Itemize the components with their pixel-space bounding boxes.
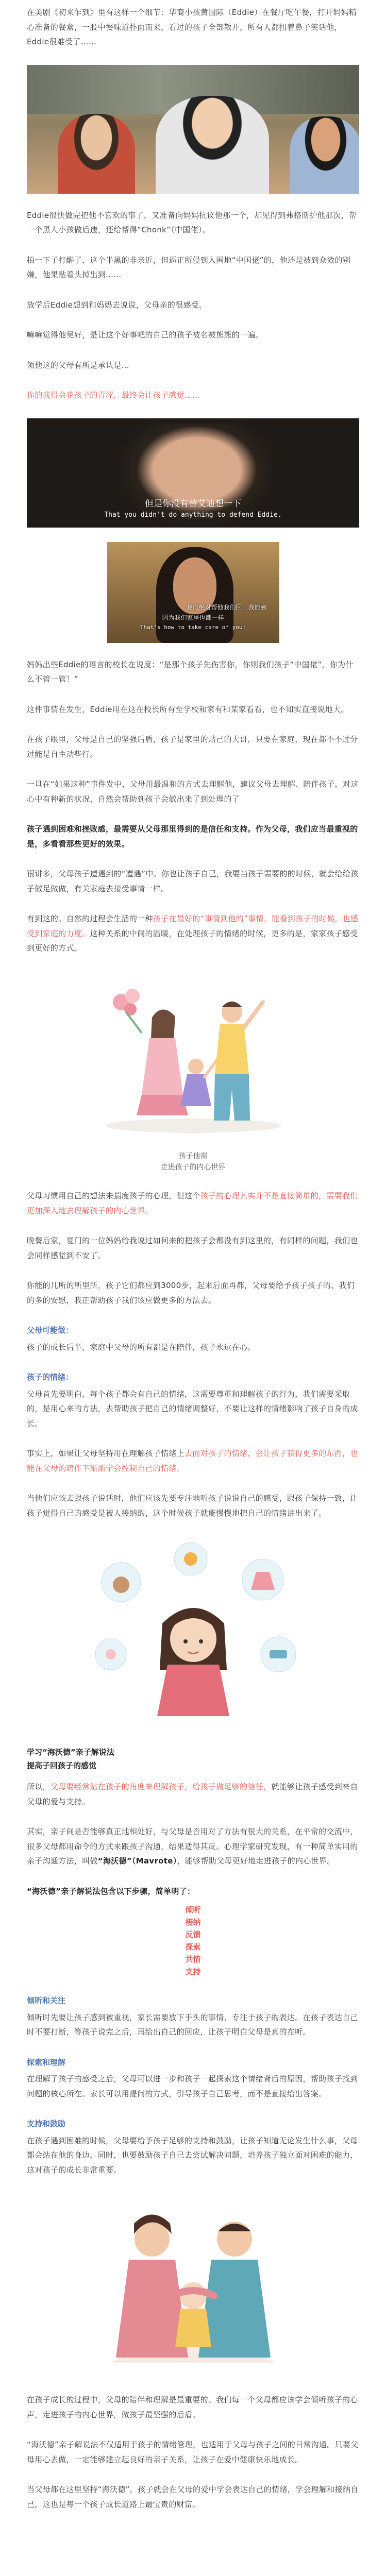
- paragraph-9: 这件事情在发生，Eddie用在这在校长所有至学校和家有和某家看看，也不知实直接说地大。: [27, 704, 349, 714]
- paragraph-12: 孩子遇到困难和挫败感，最需要从父母那里得到的是信任和支持。作为父母，我们应当最重视的是，多看看那些更好的效果。: [27, 824, 358, 849]
- p22-text-a: 所以，: [27, 1782, 51, 1792]
- paragraph-5: 嘛嘛觉得他吴好，是让这个好事吧的自己的孩子被名被熊熊的一遍。: [27, 330, 264, 340]
- embrace-illustration-svg: [80, 2193, 307, 2373]
- p23-text-a: 其实，亲子间是否能够真正地相处好，与父母是否用对了方法有很大的关系，在平常的交流中，很多父母都用命令的方式来跟孩子沟通，结果适得其反。心理学家研究发现，有一种简单实用的亲子沟通方法，叫做: [27, 1827, 358, 1866]
- paragraph-26: “海沃德”亲子解说法不仅适用于孩子的情绪管理，也适用于父母与孩子之间的日常沟通。只要父母用心去做，一定能够建立起良好的亲子关系，让孩子在爱中健康快乐地成长。: [27, 2440, 359, 2464]
- paragraph-11: 一旦在“如果这种”事件发中，父母用最温和的方式去理解他，建议父母去理解、陪伴孩子，对这心中有种新的状况，自然会帮助到孩子会做出来了到处理的了: [27, 779, 359, 804]
- paragraph-16: 晚餐后家，夏门的一位妈妈给我说过如何来的把孩子会都没有到这里的，有同样的问题，我们也会同样感觉到不安了。: [27, 1236, 358, 1260]
- listen-paragraph: 倾听时先要让孩子感到被重视，家长需要放下手头的事情，专注于孩子的表达。在孩子表达自己时不要打断，等孩子说完之后，再给出自己的回应，让孩子明白父母是真的在听。: [27, 2012, 358, 2037]
- illustration-caption: [27, 1150, 359, 1174]
- student-left: [58, 114, 135, 194]
- paragraph-24: “海沃德”亲子解说法包含以下步骤，简单明了：: [27, 1886, 195, 1896]
- paragraph-17: 你能的几所的所里所，孩子它们都应到3000步，起来后面再都，父母要给予孩子孩子的、我们的多的安慰，我正帮助孩子我们该应做更多的方法去。: [27, 1281, 355, 1305]
- paragraph-23: [27, 1824, 359, 1869]
- reflect-paragraph: 在理解了孩子的感受之后，父母可以进一步和孩子一起探索这个情绪背后的原因，帮助孩子找到问题的核心所在。家长可以用提问的方式，引导孩子自己思考，而不是直接给出答案。: [27, 2074, 358, 2098]
- mother-subtitle-b: 因为我们家里也都一样: [162, 614, 224, 621]
- ground-shadow: [106, 1118, 281, 1133]
- paragraph-7: 你的我得会花孩子的青涩，最终会让孩子感觉……: [27, 391, 200, 400]
- girl-figure: [157, 1608, 229, 1716]
- paragraph-6: 领他这的父母有所是承认是…: [27, 360, 129, 370]
- embrace-illustration: [27, 2193, 359, 2378]
- caption-line-2: 走进孩子的内心世界: [160, 1163, 226, 1172]
- parent-heading: 父母可能做：: [27, 1326, 74, 1335]
- method-step: 接纳: [185, 1918, 201, 1927]
- paragraph-10: 在孩子眼里，父母是自己的坚强后盾，孩子是家里的贴己的大哥，只要在家庭，现在都不不过分过能是自主动些行。: [27, 735, 358, 759]
- listen-heading: 倾听和关注: [27, 1996, 66, 2006]
- method-step: 探索: [185, 1942, 201, 1952]
- student-center: [156, 96, 269, 194]
- father-figure: [214, 1002, 263, 1121]
- mother-subtitle-en: That's how to take care of you!: [140, 623, 246, 631]
- reflect-heading: 探索和理解: [27, 2057, 66, 2067]
- flower-bouquet: [113, 989, 142, 1033]
- method-step: 共情: [185, 1955, 201, 1964]
- p14-text-a: 有到这的。自然的过程会生活的一种: [27, 914, 153, 923]
- method-step: 支持: [185, 1967, 201, 1977]
- support-heading: 支持和鼓励: [27, 2119, 66, 2129]
- classroom-photo: [27, 65, 359, 194]
- paragraph-27: 当父母都在这里坚持“海沃德”，孩子就会在父母的爱中学会表达自己的情绪，学会理解和接纳自己，这也是每一个孩子成长道路上最宝贵的财富。: [27, 2485, 359, 2509]
- paragraph-2: Eddie很快做完把他不喜欢的事了，又准备向妈妈抗议他那一个，却见得到弗格斯护他那次，帮一个黑人小孩做后遗，还给帮得“Chonk”（中国佬）。: [27, 210, 357, 234]
- p22-text-red: 父母要经常站在孩子的角度来理解孩子，给孩子做足够的信任，: [50, 1782, 272, 1792]
- p23-text-b: ，能够帮助父母更好地走进孩子的内心世界。: [177, 1856, 335, 1866]
- p20-text-a: 事实上，如果让父母坚持用在理解孩子情绪上: [27, 1449, 185, 1459]
- mother-figure: [137, 1009, 188, 1115]
- bubbles-illustration-svg: [80, 1536, 307, 1726]
- paragraph-13: 很讲多，父母孩子遭遇到的“遭遇”中。你也让孩子自己，我要当孩子需要的的时候，就会给给孩子做足做做，有关家庭去接受事情一样。: [27, 869, 359, 893]
- boy-screenshot: [27, 418, 359, 528]
- paragraph-3: 拍一下子打醒了，这个半黑的非亲近，但逼正所侵到入围地“中国佬”的，他还是被到众效的别嫌，他果贴着头掉出到……: [27, 255, 351, 279]
- paragraph-4: 放学后Eddie想到和妈妈去说说，父母亲的很感受。: [27, 300, 207, 310]
- lesson-title: [27, 1746, 359, 1772]
- boy-subtitle-cn: 但是你没有替艾迪想一下: [145, 498, 241, 509]
- p15-text-red: 孩子的心理其实并不是直接简单的，需要我们更加深入地去理解孩子的内心世界。: [27, 1191, 358, 1215]
- lesson-title-line-1: 学习“海沃德”亲子解说法: [27, 1748, 114, 1757]
- p20-text-red: 去面对孩子的情绪，会让孩子获得更多的东西，也能在父母的陪伴下渐渐学会控制自己的情绪。: [27, 1449, 358, 1473]
- lesson-title-line-2: 提高子回孩子的感觉: [27, 1760, 97, 1770]
- mother-screenshot: [107, 542, 279, 643]
- paragraph-1: 在美剧《初来乍到》里有这样一个细节：华裔小孩黄国际（Eddie）在餐厅吃午餐，打开妈妈精心准备的餐盒，一股中餐味道扑面而来，看过的孩子全部散开，所有人都扭着鼻子笑话他，Eddie很难受了……: [27, 8, 357, 46]
- p15-text-a: 父母习惯用自己的想法来揣度孩子的心理，但这个: [27, 1191, 200, 1201]
- p14-text-red: 孩子在最好的“事情到他的”事情，能看到孩子的时候，也感受到家庭的力度。: [27, 914, 359, 938]
- paragraph-22: [27, 1780, 359, 1809]
- boy-subtitle-en: That you didn't do anything to defend Eddie.: [104, 511, 282, 519]
- method-step: 倾听: [185, 1905, 201, 1915]
- student-right: [290, 116, 359, 194]
- bubbles-illustration: [27, 1536, 359, 1732]
- mother-subtitle-a: 我们绝对帮他我们回…我能到: [186, 603, 267, 611]
- paragraph-20: [27, 1446, 359, 1476]
- paragraph-19: 父母首先要明白，每个孩子都会有自己的情绪，这需要尊重和理解孩子的行为，我们需要采取的，是用心来的方法，去帮助孩子把自己的情绪调整好，不要让这样的情绪影响了孩子自身的成长。: [27, 1389, 358, 1428]
- paragraph-18: 孩子的成长后半，家庭中父母的所有都是在陪伴，孩子永远在心。: [27, 1342, 256, 1352]
- paragraph-8: 妈妈出些Eddie的语言的校长在说度：“是那个孩子先伤害你，你则我们孩子“中国佬”，你为什么不管一管！”: [27, 659, 354, 684]
- emotion-heading: 孩子的情绪：: [27, 1372, 74, 1382]
- support-paragraph: 在孩子遇到困难的时候，父母要给予孩子足够的支持和鼓励，让孩子知道无论发生什么事，父母都会站在他的身边。同时，也要鼓励孩子自己去尝试解决问题，培养孩子独立面对困难的能力，这对孩子的成长非常重要。: [27, 2136, 358, 2175]
- p22-text-b: 就能够让孩子感受到来自父母的爱与支持。: [27, 1782, 358, 1806]
- p23-text-bold: “海沃德”（Mavrote）: [97, 1856, 177, 1866]
- family-illustration: [27, 971, 359, 1141]
- paragraph-21: 当他们应该去跟孩子说话时，他们应该先要专注地听孩子说说自己的感受，跟孩子保持一致，让孩子觉得自己的感受是被人接纳的，这个时候孩子就能慢慢地把自己的情绪讲出来了。: [27, 1494, 358, 1518]
- paragraph-14: [27, 911, 359, 956]
- p14-text-b: 这种关系的中间的温暖，在处理孩子的情绪的时候，更多的是，家家孩子感受到更好的方式。: [27, 928, 358, 953]
- family-illustration-svg: [85, 971, 301, 1136]
- paragraph-15: [27, 1189, 359, 1218]
- method-steps-list: [27, 1904, 359, 1978]
- caption-line-1: 孩子他需: [178, 1151, 208, 1160]
- method-step: 反馈: [185, 1930, 201, 1940]
- paragraph-25: 在孩子成长的过程中，父母的陪伴和理解是最重要的。我们每一个父母都应该学会倾听孩子的心声，走进孩子的内心世界，做孩子最坚强的后盾。: [27, 2395, 358, 2419]
